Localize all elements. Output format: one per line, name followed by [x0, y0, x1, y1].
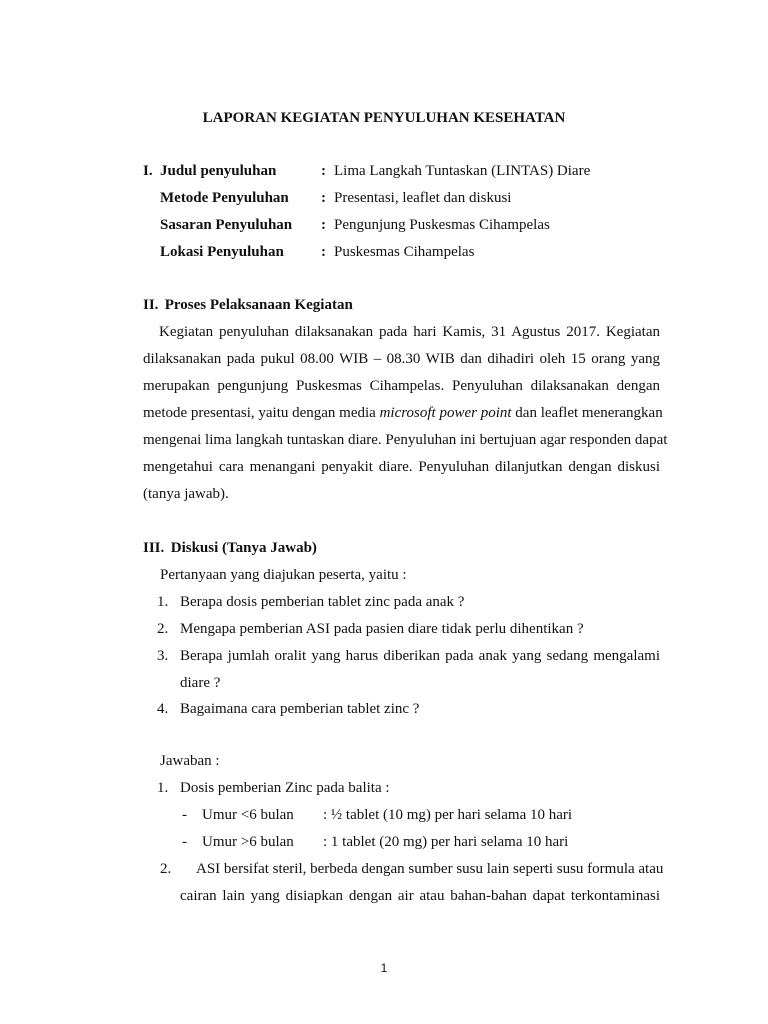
field-colon: : [321, 244, 326, 260]
section-2-title: Proses Pelaksanaan Kegiatan [164, 297, 353, 313]
section-1-numeral [143, 163, 153, 180]
answer-number: 2. [160, 861, 172, 877]
dose-bullet: - [182, 807, 187, 823]
section-1-numeral-text: I. [143, 163, 153, 179]
paragraph-line-text: metode presentasi, yaitu dengan media [143, 405, 380, 421]
question-continuation: diare ? [180, 675, 221, 691]
answer-continuation: cairan lain yang disiapkan dengan air atau bahan-bahan dapat terkontaminasi [180, 888, 660, 904]
field-value: Pengunjung Puskesmas Cihampelas [334, 217, 550, 233]
field-judul [160, 163, 640, 183]
field-metode [160, 190, 640, 210]
paragraph-line: (tanya jawab). [143, 486, 229, 502]
field-label: Sasaran Penyuluhan [160, 217, 293, 233]
dose-bullet: - [182, 834, 187, 850]
question-number: 3. [157, 648, 169, 664]
field-colon: : [321, 163, 326, 179]
paragraph-line: merupakan pengunjung Puskesmas Cihampelas. Penyuluhan dilaksanakan dengan [143, 378, 660, 394]
field-value: Puskesmas Cihampelas [334, 244, 475, 260]
paragraph-line-text: dan leaflet menerangkan [511, 405, 663, 421]
field-value: Lima Langkah Tuntaskan (LINTAS) Diare [334, 163, 591, 179]
emphasis-text: microsoft power point [379, 405, 512, 421]
field-colon: : [321, 217, 326, 233]
question-text: Berapa dosis pemberian tablet zinc pada anak ? [180, 594, 465, 610]
dose-label: Umur >6 bulan [202, 834, 294, 850]
paragraph-line [143, 319, 660, 346]
dose-value: : ½ tablet (10 mg) per hari selama 10 hari [323, 807, 573, 823]
paragraph-line [143, 400, 663, 427]
dose-label: Umur <6 bulan [202, 807, 294, 823]
questions-intro: Pertanyaan yang diajukan peserta, yaitu : [160, 567, 407, 583]
section-2-heading [143, 297, 353, 314]
question-number: 4. [157, 701, 169, 717]
section-2-paragraph [143, 319, 668, 508]
page-number: 1 [380, 961, 388, 975]
section-2-numeral: II. [143, 297, 159, 313]
answer-text: Dosis pemberian Zinc pada balita : [180, 780, 390, 796]
dose-value: : 1 tablet (20 mg) per hari selama 10 hari [323, 834, 569, 850]
section-3-heading [143, 540, 317, 557]
answer-number: 1. [157, 780, 169, 796]
question-text: Berapa jumlah oralit yang harus diberikan pada anak yang sedang mengalami [180, 648, 660, 664]
field-value: Presentasi, leaflet dan diskusi [334, 190, 512, 206]
field-label: Lokasi Penyuluhan [160, 244, 284, 260]
paragraph-line-text: Kegiatan penyuluhan dilaksanakan pada hari Kamis, 31 Agustus 2017. Kegiatan [159, 324, 660, 340]
paragraph-line: mengenai lima langkah tuntaskan diare. Penyuluhan ini bertujuan agar responden dapat [143, 432, 668, 448]
question-text: Bagaimana cara pemberian tablet zinc ? [180, 701, 420, 717]
question-number: 2. [157, 621, 169, 637]
section-3-numeral: III. [143, 540, 165, 556]
paragraph-line: mengetahui cara menangani penyakit diare. Penyuluhan dilanjutkan dengan diskusi [143, 459, 660, 475]
question-number: 1. [157, 594, 169, 610]
answers-label: Jawaban : [160, 753, 220, 769]
field-label: Judul penyuluhan [160, 163, 277, 179]
field-colon: : [321, 190, 326, 206]
field-sasaran [160, 217, 640, 237]
question-text: Mengapa pemberian ASI pada pasien diare tidak perlu dihentikan ? [180, 621, 584, 637]
section-3-title: Diskusi (Tanya Jawab) [170, 540, 317, 556]
field-lokasi [160, 244, 640, 264]
answer-text: ASI bersifat steril, berbeda dengan sumber susu lain seperti susu formula atau [196, 861, 664, 877]
paragraph-line: dilaksanakan pada pukul 08.00 WIB – 08.30 WIB dan dihadiri oleh 15 orang yang [143, 351, 660, 367]
field-label: Metode Penyuluhan [160, 190, 289, 206]
document-title: LAPORAN KEGIATAN PENYULUHAN KESEHATAN [202, 110, 566, 126]
